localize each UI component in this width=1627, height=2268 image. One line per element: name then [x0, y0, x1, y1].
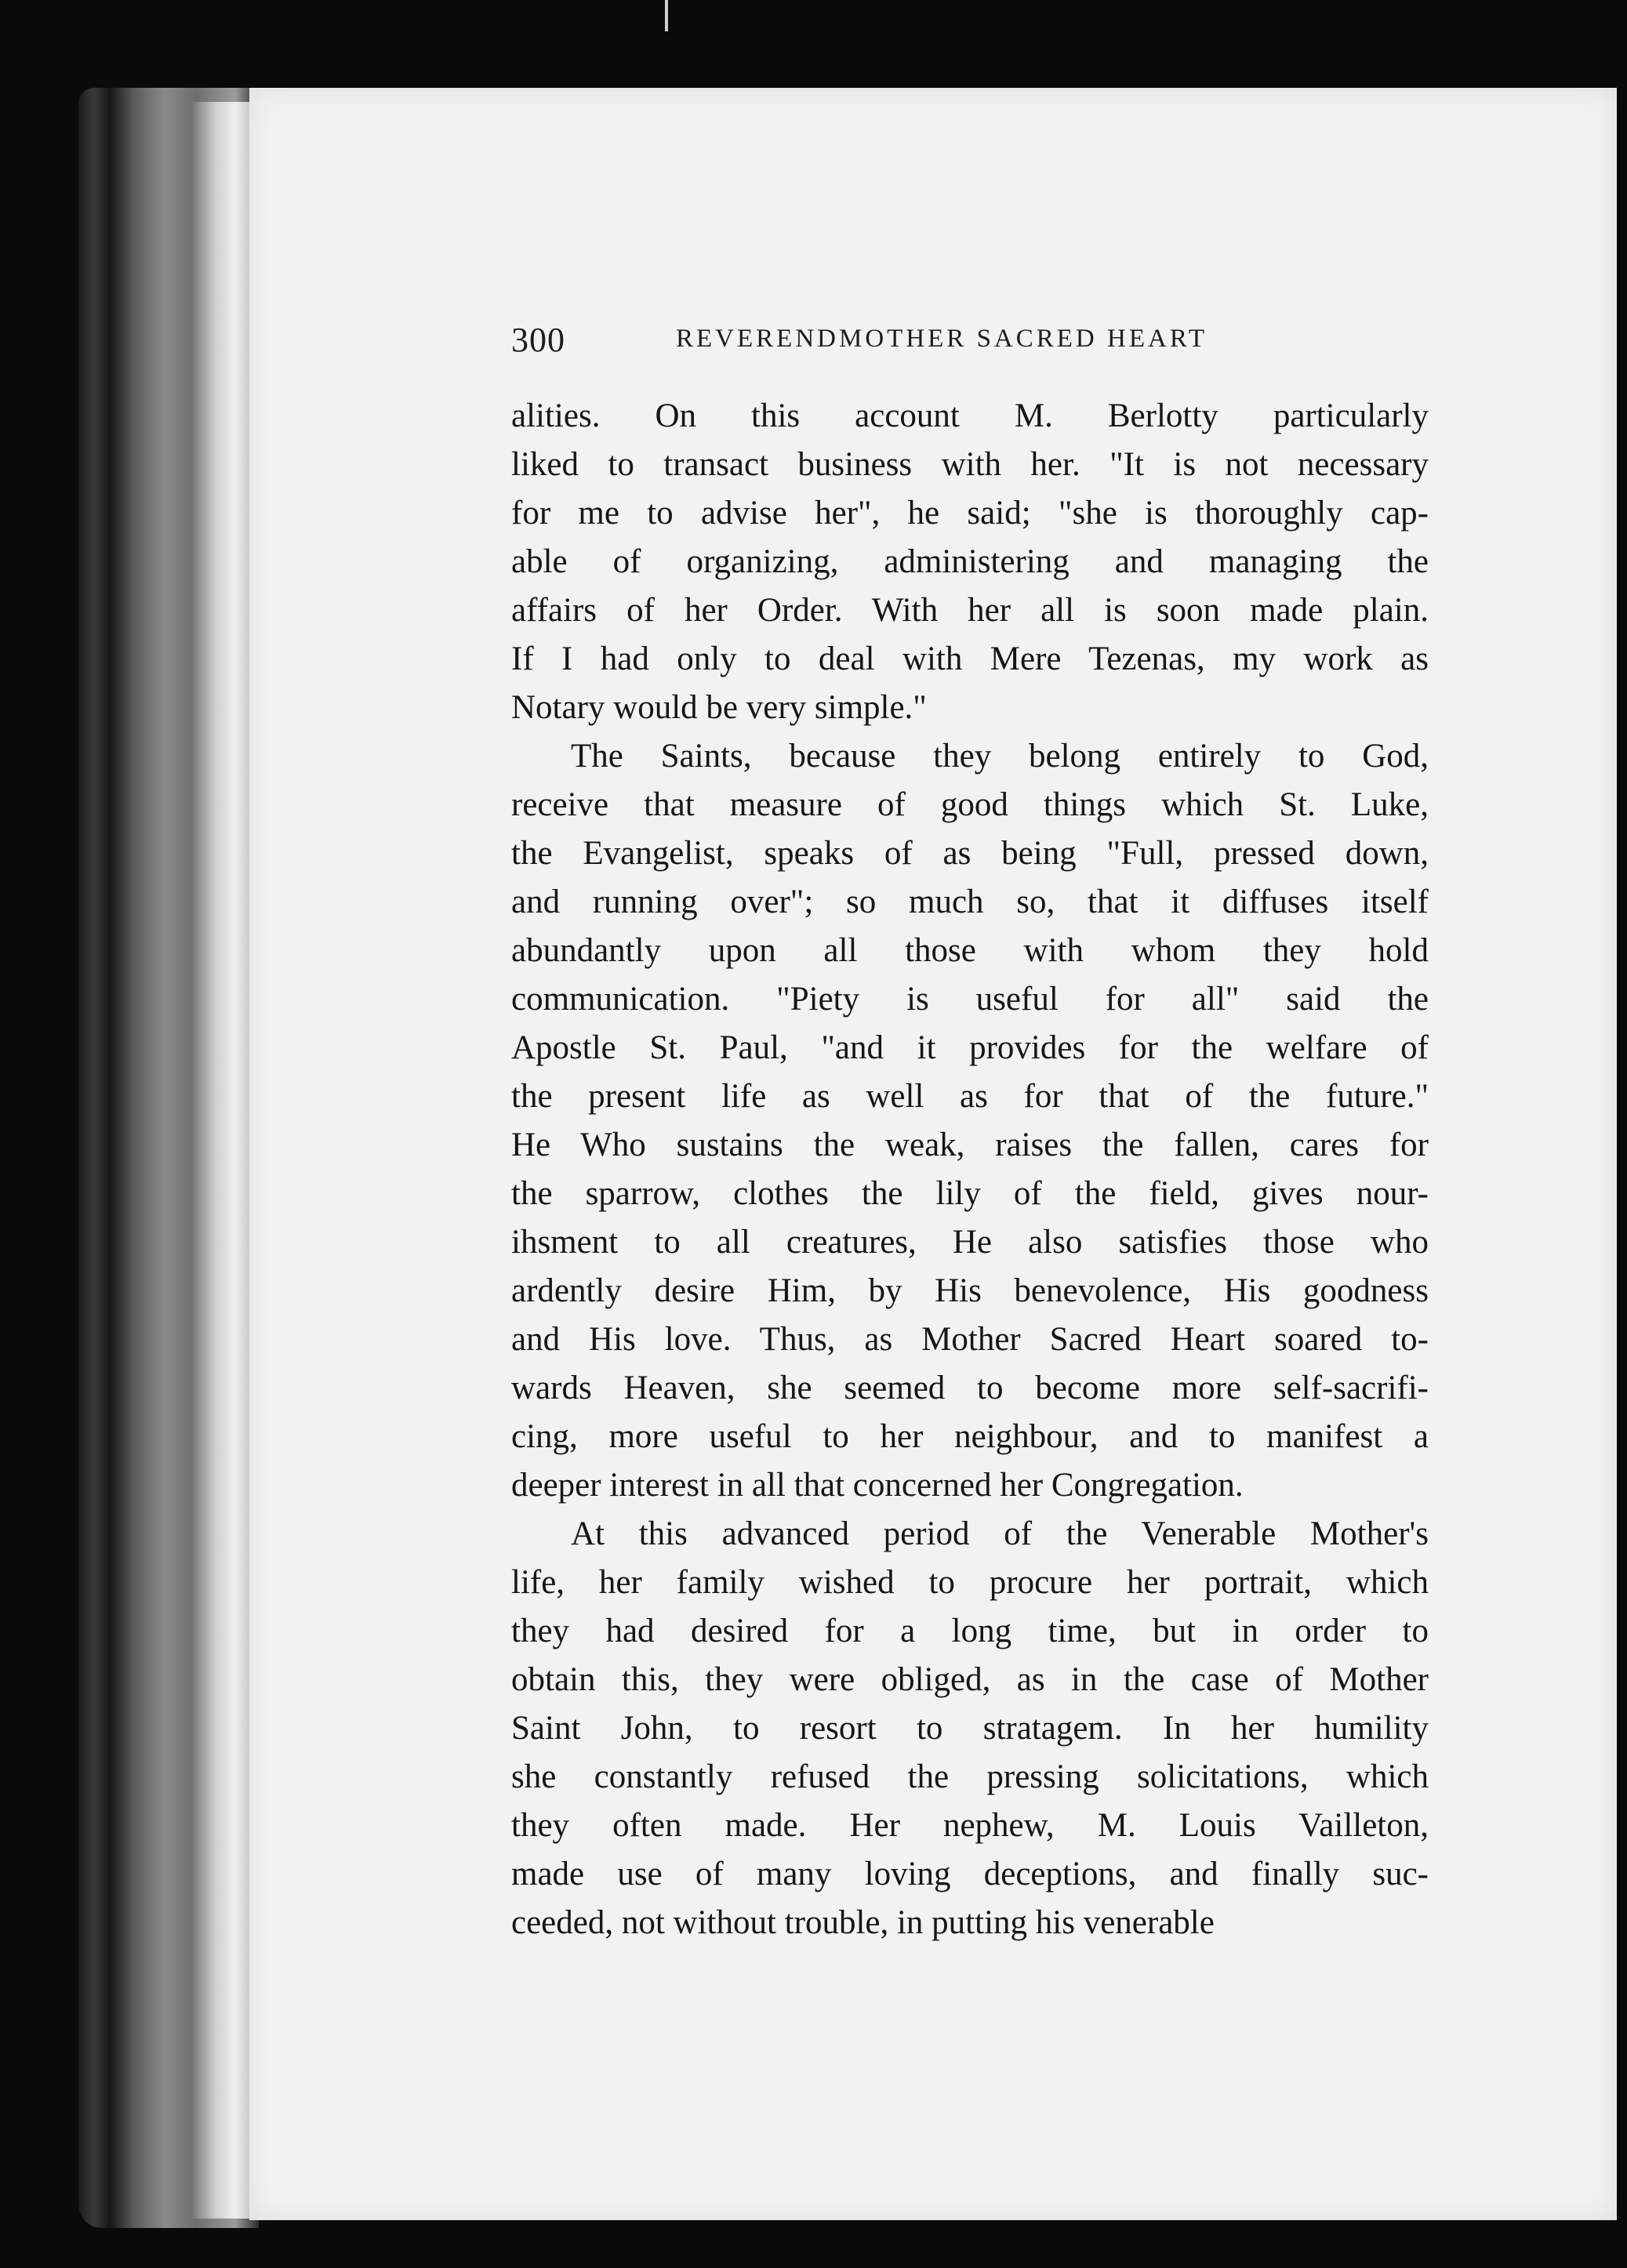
text-line: for me to advise her", he said; "she is thoroughly cap- [511, 495, 1429, 532]
scan-mark [665, 0, 668, 31]
text-line: cing, more useful to her neighbour, and to manifest a [511, 1418, 1429, 1455]
page-stack-edge [192, 102, 255, 2219]
paragraph [511, 1510, 1429, 1947]
running-title: REVERENDMOTHER SACRED HEART [676, 325, 1208, 353]
text-line: obtain this, they were obliged, as in the case of Mother [511, 1661, 1429, 1698]
text-line: the sparrow, clothes the lily of the field, gives nour- [511, 1175, 1429, 1212]
text-line: life, her family wished to procure her portrait, which [511, 1564, 1429, 1601]
page-number: 300 [511, 321, 565, 359]
text-line: The Saints, because they belong entirely to God, [571, 738, 1429, 775]
text-line: He Who sustains the weak, raises the fallen, cares for [511, 1127, 1429, 1163]
text-line: they had desired for a long time, but in order to [511, 1613, 1429, 1649]
text-line: If I had only to deal with Mere Tezenas, my work as [511, 640, 1429, 677]
text-line: affairs of her Order. With her all is soon made plain. [511, 592, 1429, 629]
text-line: the present life as well as for that of the future." [511, 1078, 1429, 1115]
text-line: ardently desire Him, by His benevolence, His goodness [511, 1272, 1429, 1309]
text-line: Apostle St. Paul, "and it provides for the welfare of [511, 1029, 1429, 1066]
text-line: the Evangelist, speaks of as being "Full, pressed down, [511, 835, 1429, 872]
text-line: and running over"; so much so, that it diffuses itself [511, 884, 1429, 920]
text-line: abundantly upon all those with whom they hold [511, 932, 1429, 969]
paragraph [511, 392, 1429, 732]
text-line: receive that measure of good things which St. Luke, [511, 786, 1429, 823]
text-line: communication. "Piety is useful for all" said the [511, 981, 1429, 1018]
text-line: At this advanced period of the Venerable Mother's [571, 1515, 1429, 1552]
text-line: she constantly refused the pressing solicitations, which [511, 1758, 1429, 1795]
text-line: ceeded, not without trouble, in putting his venerable [511, 1904, 1215, 1941]
text-line: liked to transact business with her. "It is not necessary [511, 446, 1429, 483]
text-line: ihsment to all creatures, He also satisfies those who [511, 1224, 1429, 1261]
text-line: alities. On this account M. Berlotty particularly [511, 397, 1429, 434]
text-line: made use of many loving deceptions, and finally suc- [511, 1856, 1429, 1892]
text-line: they often made. Her nephew, M. Louis Vailleton, [511, 1807, 1429, 1844]
running-head [511, 320, 1256, 367]
text-line: Notary would be very simple." [511, 689, 927, 726]
paragraph [511, 732, 1429, 1510]
body-text [511, 392, 1429, 1947]
text-line: deeper interest in all that concerned her Congregation. [511, 1467, 1244, 1504]
text-line: able of organizing, administering and managing the [511, 543, 1429, 580]
text-line: and His love. Thus, as Mother Sacred Heart soared to- [511, 1321, 1429, 1358]
text-line: Saint John, to resort to stratagem. In her humility [511, 1710, 1429, 1747]
text-line: wards Heaven, she seemed to become more self-sacrifi- [511, 1370, 1429, 1406]
